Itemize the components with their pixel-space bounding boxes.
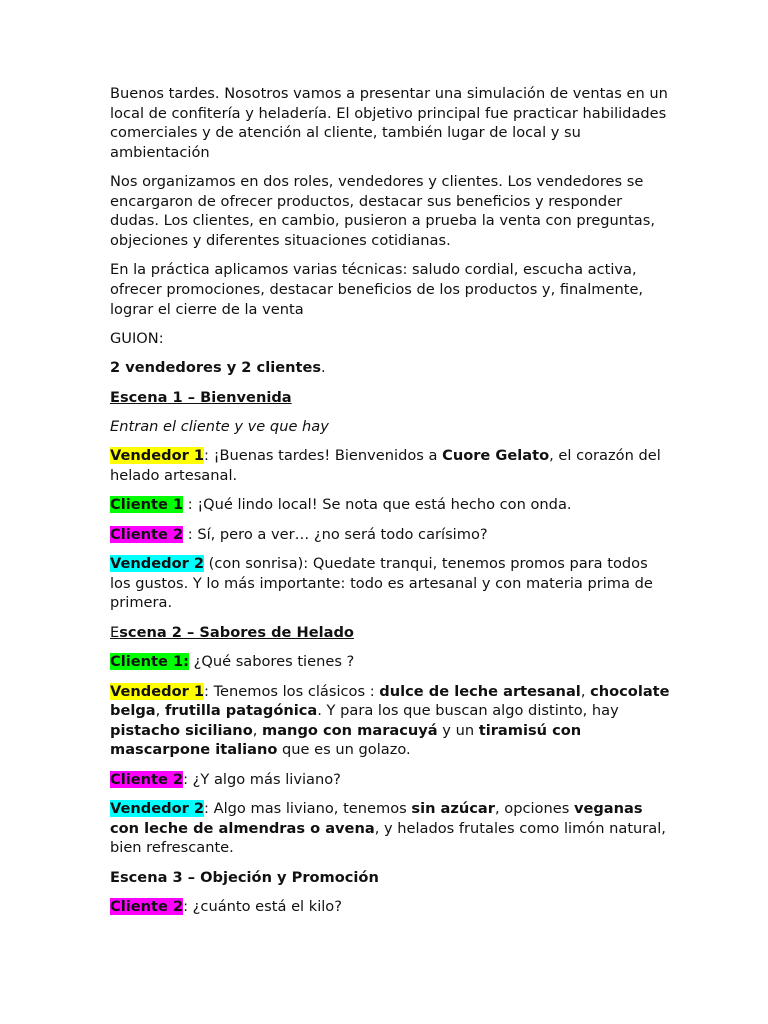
speaker-vendedor-2: Vendedor 2	[110, 555, 205, 573]
line-text: (con sonrisa): Quedate tranqui, tenemos promos para todos los gustos. Y lo más importante: todo es artesanal y con materia prima de primera.	[110, 555, 653, 612]
line-text: , y helados frutales como limón natural, bien refrescante.	[110, 819, 666, 857]
line-text: . Y para los que buscan algo distinto, hay	[317, 702, 619, 720]
speaker-vendedor-1: Vendedor 1	[110, 447, 205, 465]
flavor: chocolate belga	[110, 682, 670, 720]
speaker-cliente-2: Cliente 2	[110, 898, 184, 916]
flavor: pistacho siciliano	[110, 721, 253, 739]
intro-paragraph-2: Nos organizamos en dos roles, vendedores y clientes. Los vendedores se encargaron de ofrecer productos, destacar sus beneficios y responder dudas. Los clientes, en cambio, pusieron a prueba la venta con preguntas, objeciones y diferentes situaciones cotidianas.	[110, 173, 655, 249]
line-text: : ¿Y algo más liviano?	[183, 770, 341, 788]
scene1-stage-text: Entran el cliente y ve que hay	[110, 418, 329, 436]
guion-heading: GUION:	[110, 329, 164, 347]
speaker-cliente-2: Cliente 2	[110, 525, 184, 543]
line-text: , el corazón del helado artesanal.	[110, 447, 661, 485]
speaker-vendedor-1: Vendedor 1	[110, 682, 205, 700]
intro-paragraph-1: Buenos tardes. Nosotros vamos a presentar una simulación de ventas en un local de confitería y heladería. El objetivo principal fue practicar habilidades comerciales y de atención al cliente, también lugar de local y su ambientación	[110, 85, 668, 161]
brand-name: Cuore Gelato	[442, 447, 550, 465]
flavor: dulce de leche artesanal	[379, 682, 581, 700]
line-text: : ¡Qué lindo local! Se nota que está hecho con onda.	[183, 496, 572, 514]
scene1-title	[110, 388, 670, 408]
scene1-line-1	[110, 446, 670, 485]
scene2-title-first: E	[110, 623, 120, 641]
option: sin azúcar	[411, 800, 495, 818]
speaker-cliente-1: Cliente 1:	[110, 653, 189, 671]
scene2-line-2	[110, 682, 670, 760]
flavor: tiramisú con mascarpone italiano	[110, 721, 582, 759]
speaker-vendedor-2: Vendedor 2	[110, 800, 205, 818]
scene1-line-2	[110, 495, 670, 515]
scene3-line-1	[110, 897, 670, 917]
scene2-title	[110, 623, 670, 643]
flavor: frutilla patagónica	[164, 702, 318, 720]
scene1-line-4	[110, 554, 670, 613]
option: veganas con leche de almendras o avena	[110, 800, 643, 837]
scene2-line-3	[110, 770, 670, 790]
line-text: ,	[155, 702, 165, 720]
line-text: : ¿cuánto está el kilo?	[183, 898, 342, 916]
speaker-cliente-1: Cliente 1	[110, 496, 184, 514]
scene2-line-4	[110, 799, 670, 858]
scene1-line-3	[110, 525, 670, 545]
line-text: ,	[580, 682, 591, 700]
scene3-title-text: Escena 3 – Objeción y Promoción	[110, 868, 379, 886]
scene3-title	[110, 868, 670, 888]
line-text: , opciones	[494, 800, 574, 818]
scene2-line-1	[110, 652, 670, 672]
intro-paragraph-3: En la práctica aplicamos varias técnicas: saludo cordial, escucha activa, ofrecer promociones, destacar beneficios de los productos y, finalmente, lograr el cierre de la venta	[110, 261, 644, 318]
line-text: : Sí, pero a ver… ¿no será todo carísimo?	[183, 525, 488, 543]
line-text: : ¡Buenas tardes! Bienvenidos a	[204, 447, 443, 465]
line-text: que es un golazo.	[277, 741, 411, 759]
flavor: mango con maracuyá	[262, 721, 438, 739]
scene1-stage-direction	[110, 417, 670, 437]
line-text: : Tenemos los clásicos :	[204, 682, 380, 700]
speaker-cliente-2: Cliente 2	[110, 770, 184, 788]
roles-bold: 2 vendedores y 2 clientes	[110, 359, 322, 377]
scene1-title-text: Escena 1 – Bienvenida	[110, 388, 292, 406]
line-text: ¿Qué sabores tienes ?	[188, 653, 355, 671]
line-text: y un	[437, 721, 479, 739]
document-page	[110, 84, 670, 927]
roles-line	[110, 358, 670, 378]
scene2-title-rest: scena 2 – Sabores de Helado	[119, 623, 354, 641]
line-text: ,	[252, 721, 262, 739]
roles-tail: .	[321, 359, 326, 377]
line-text: : Algo mas liviano, tenemos	[204, 800, 412, 818]
